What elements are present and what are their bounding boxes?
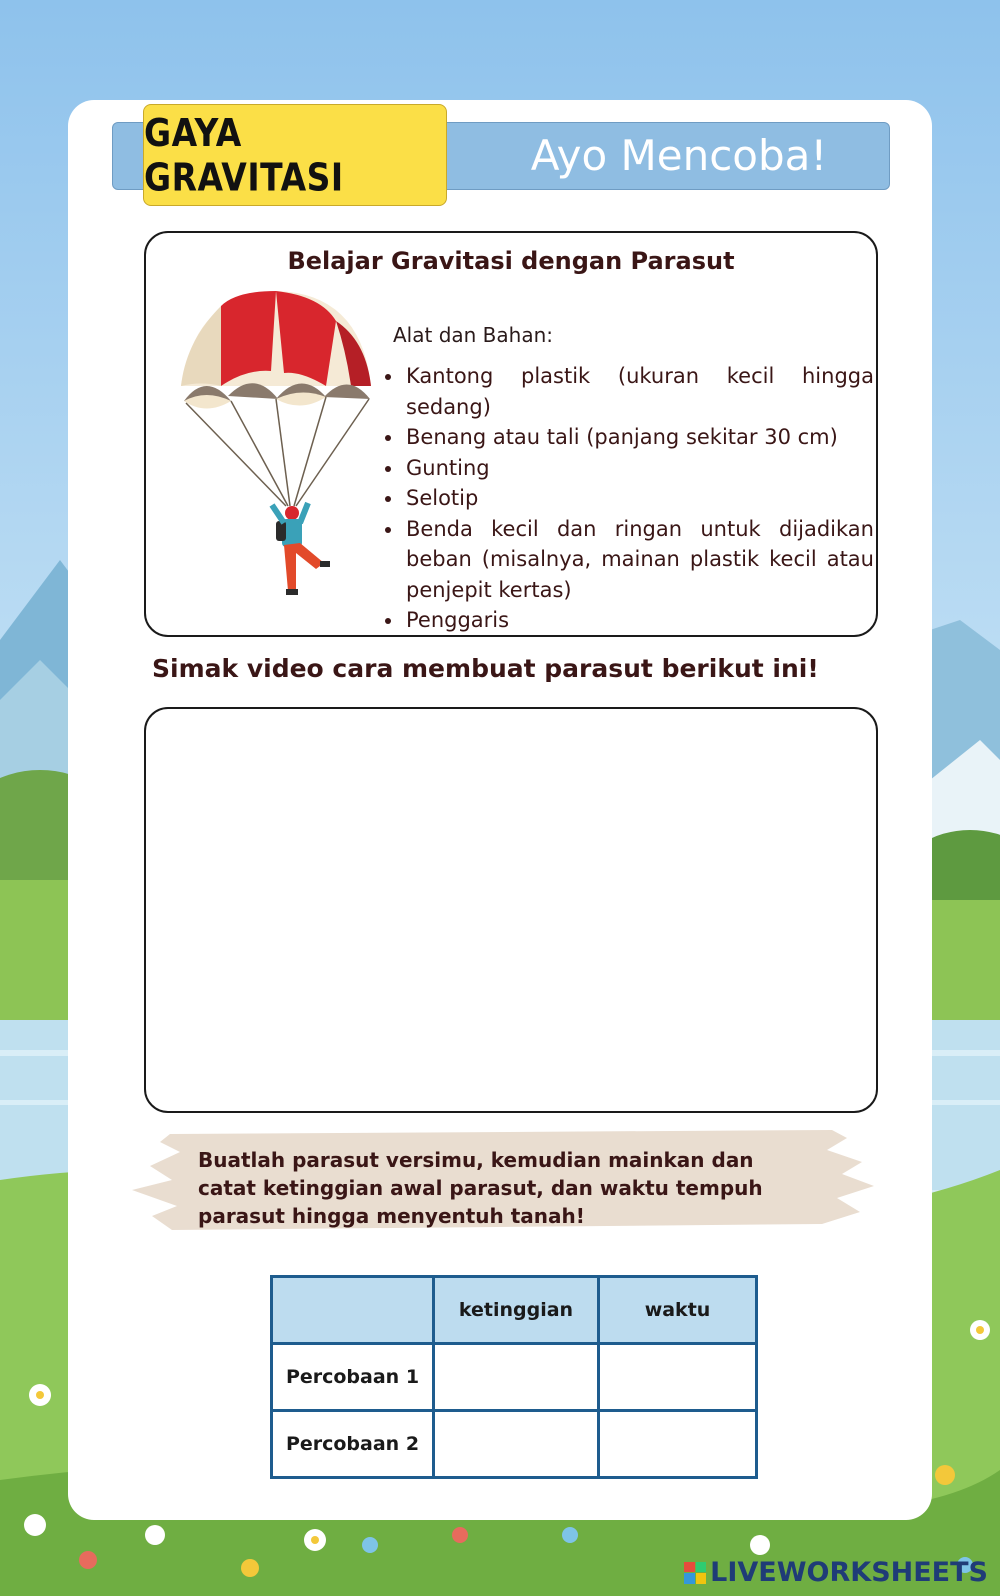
- table-header-row: [272, 1277, 757, 1344]
- ketinggian-input-cell[interactable]: [434, 1344, 599, 1411]
- table-header-cell: ketinggian: [434, 1277, 599, 1344]
- table-header-cell: waktu: [599, 1277, 757, 1344]
- list-item: • Benang atau tali (panjang sekitar 30 cm): [404, 422, 874, 453]
- instruction-text: Buatlah parasut versimu, kemudian mainkan dan catat ketinggian awal parasut, dan waktu tempuh parasut hingga menyentuh tanah!: [198, 1148, 763, 1228]
- materials-label: Alat dan Bahan:: [393, 323, 553, 347]
- list-item: • Gunting: [404, 453, 874, 484]
- table-row: [272, 1411, 757, 1478]
- ketinggian-input-cell[interactable]: [434, 1411, 599, 1478]
- table-row: [272, 1344, 757, 1411]
- list-item: • Penggaris: [404, 605, 874, 636]
- list-item: • Selotip: [404, 483, 874, 514]
- liveworksheets-logo[interactable]: [684, 1557, 988, 1588]
- video-heading: Simak video cara membuat parasut berikut ini!: [152, 654, 819, 683]
- logo-text: LIVEWORKSHEETS: [710, 1557, 988, 1588]
- materials-list: [384, 361, 874, 636]
- waktu-input-cell[interactable]: [599, 1411, 757, 1478]
- video-embed-box[interactable]: [144, 707, 878, 1113]
- parachute-illustration: [176, 291, 376, 611]
- list-item: • Kantong plastik (ukuran kecil hingga sedang): [404, 361, 874, 422]
- list-item: • Benda kecil dan ringan untuk dijadikan beban (misalnya, mainan plastik kecil atau penjepit kertas): [404, 514, 874, 606]
- waktu-input-cell[interactable]: [599, 1344, 757, 1411]
- title-box: [143, 104, 447, 206]
- materials-box: [144, 231, 878, 637]
- table-row-label: Percobaan 2: [272, 1411, 434, 1478]
- page-subtitle: Ayo Mencoba!: [530, 130, 828, 180]
- liveworksheets-logo-icon: [684, 1562, 706, 1584]
- results-table: [270, 1275, 758, 1479]
- materials-box-title: Belajar Gravitasi dengan Parasut: [287, 247, 735, 275]
- table-row-label: Percobaan 1: [272, 1344, 434, 1411]
- table-header-cell: [272, 1277, 434, 1344]
- page-title: GAYA GRAVITASI: [144, 110, 344, 200]
